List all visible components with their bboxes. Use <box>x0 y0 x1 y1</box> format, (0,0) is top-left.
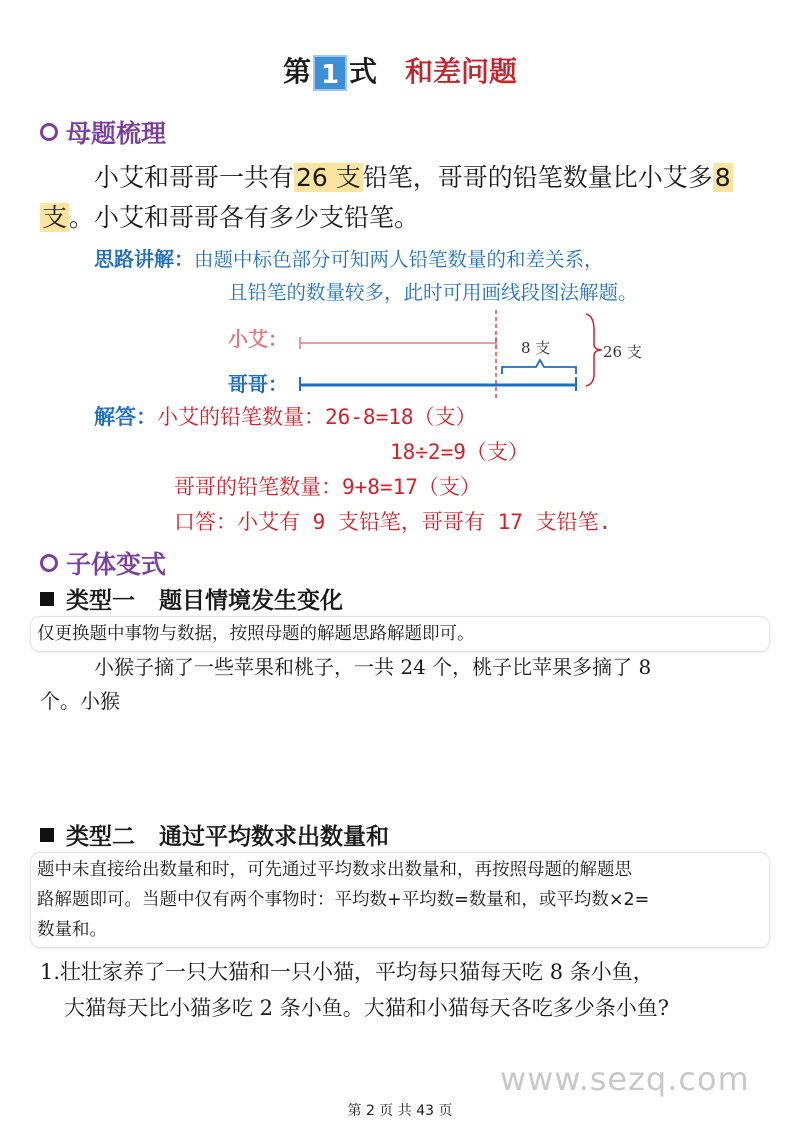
title-suffix: 式 <box>348 55 377 88</box>
note-box-type2 <box>30 852 770 948</box>
question-line: 1.壮壮家养了一只大猫和一只小猫，平均每只猫每天吃 8 条小鱼， <box>40 960 654 984</box>
problem-text: 小艾和哥哥一共有 <box>94 163 295 192</box>
diagram-total-label: 26 支 <box>603 343 642 361</box>
answer-line: 18÷2=9（支） <box>390 440 529 464</box>
note-text: 路解题即可。当题中仅有两个事物时：平均数+平均数=数量和，或平均数×2= <box>37 890 650 910</box>
title-number-badge: 1 <box>313 55 347 91</box>
watermark: www.sezq.com <box>500 1060 750 1098</box>
answer-line: 口答：小艾有 9 支铅笔，哥哥有 17 支铅笔. <box>174 510 612 534</box>
example-line: 小猴子摘了一些苹果和桃子，一共 24 个，桃子比苹果多摘了 8 <box>94 655 652 679</box>
circle-bullet-icon <box>40 554 58 572</box>
diagram-label-xiaoai: 小艾： <box>228 327 288 351</box>
mother-problem <box>40 158 770 238</box>
square-bullet-icon <box>40 592 54 606</box>
analysis-label: 思路讲解： <box>94 247 194 271</box>
circle-bullet-icon <box>40 123 58 141</box>
section-heading-variants <box>40 545 166 581</box>
type-title: 题目情境发生变化 <box>159 588 343 614</box>
section-heading-text: 子体变式 <box>66 550 167 579</box>
question-1 <box>40 954 780 1026</box>
type-heading-1 <box>40 582 343 615</box>
problem-text: 铅笔，哥哥的铅笔数量比小艾多 <box>362 163 713 192</box>
diagram-label-gege: 哥哥： <box>228 372 288 396</box>
type-heading-2 <box>40 818 389 851</box>
analysis-text: 由题中标色部分可知两人铅笔数量的和差关系， <box>194 248 604 271</box>
highlight-total: 26 支 <box>296 163 361 192</box>
type-name: 类型一 <box>66 588 135 614</box>
type-name: 类型二 <box>66 824 135 850</box>
analysis-text: 且铅笔的数量较多，此时可用画线段图法解题。 <box>228 281 638 304</box>
section-heading-text: 母题梳理 <box>66 119 167 148</box>
total-brace <box>586 314 602 386</box>
note-text: 数量和。 <box>37 920 107 940</box>
highlight-diff-unit: 支 <box>42 203 68 232</box>
note-text: 题中未直接给出数量和时，可先通过平均数求出数量和，再按照母题的解题思 <box>37 860 632 880</box>
section-heading-mother <box>40 114 166 150</box>
highlight-diff: 8 <box>714 163 731 192</box>
example-line: 个。小猴 <box>40 689 120 713</box>
type-title: 通过平均数求出数量和 <box>159 824 389 850</box>
example-type1 <box>40 650 770 718</box>
answer-label: 解答： <box>94 405 157 429</box>
analysis-block <box>94 243 784 309</box>
problem-text: 。小艾和哥哥各有多少支铅笔。 <box>69 203 420 232</box>
note-text: 仅更换题中事物与数据，按照母题的解题思路解题即可。 <box>37 624 475 644</box>
diagram-diff-label: 8 支 <box>521 339 551 357</box>
title-topic: 和差问题 <box>405 55 518 88</box>
answer-block <box>94 400 611 540</box>
note-box-type1 <box>30 616 770 652</box>
question-line: 大猫每天比小猫多吃 2 条小鱼。大猫和小猫每天各吃多少条小鱼? <box>64 996 669 1020</box>
square-bullet-icon <box>40 828 54 842</box>
page-title <box>0 50 800 91</box>
title-prefix: 第 <box>282 55 311 88</box>
answer-line: 小艾的铅笔数量：26-8=18（支） <box>157 405 477 429</box>
answer-line: 哥哥的铅笔数量：9+8=17（支） <box>174 475 481 499</box>
page-footer: 第 2 页 共 43 页 <box>347 1103 453 1119</box>
diff-brace <box>502 360 576 374</box>
